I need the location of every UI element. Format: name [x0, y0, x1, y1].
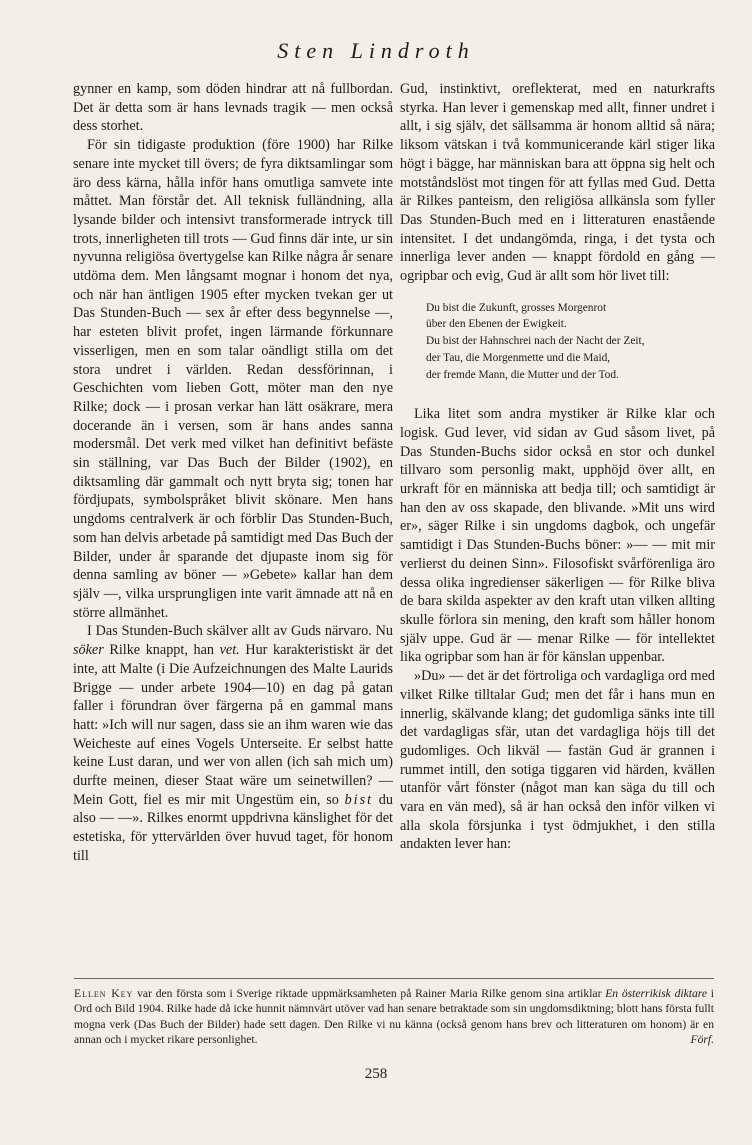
- poem-quotation: [426, 300, 715, 384]
- emphasis-bist: bist: [344, 791, 374, 808]
- right-column: [400, 80, 715, 854]
- left-paragraph-3: [73, 622, 393, 865]
- left-paragraph-2: För sin tidigaste produktion (före 1900) har Rilke senare inte mycket till övers; de fyra diktsamlingar som äro dess kärna, hålla inför hans omutliga samvete inte måttet. Man förstår det. All teknisk fulländning, alla lysande bilder och intensivt transformerade intryck till trots, innerligheten till trots — Gud finns där inte, ur sin nyvunna religiösa övertygelse kan Rilke några år senare utdöma dem. Men långsamt mognar i honom det nya, och när han äntligen 1905 efter mycken tvekan ger ut Das Stunden-Buch — sex år efter dess begynnelse —, har esteten blivit profet, ingen lärmande förkunnare visserligen, men en som talar oändligt stilla om det stora undret i världen. Redan dessförinnan, i Geschichten vom lieben Gott, möter man den nye Rilke; dock — i prosan verkar han lätt osäkrare, mera docerande än i versen, som är hans andes sanna modersmål. Det verk med vilket han definitivt befäste sin ställning, var Das Buch der Bilder (1902), en diktsamling där gammalt och nytt bryta sig; tonen har fördjupats, symbolspråket blivit skönare. Men hans ungdoms centralverk är och förblir Das Stunden-Buch, som han delvis arbetade på samtidigt med Das Buch der Bilder, under år sparande det djupaste inom sig för denna samling av böner — »Gebete» kallar han dem själv —, vilka ursprungligen inte varit ämnade att nå en större allmänhet.: [73, 137, 393, 621]
- text-span: Rilke knappt, han: [103, 642, 220, 659]
- footnote-divider: [74, 978, 714, 979]
- right-paragraph-1: Gud, instinktivt, oreflekterat, med en naturkrafts styrka. Han lever i gemenskap med allt, finner undret i allt, i sig själv, det sällsamma är honom alltid så nära; liksom vätskan i två kommunicerande kärl stiger lika högt i bägge, har människan bara att öppna sig helt och motståndslöst mot tingen för att fyllas med Gud. Detta är Rilkes panteism, den religiösa allkänsla som fyller Das Stunden-Buch med en i litteraturen enastående intensitet. I det undangömda, ringa, i det tysta och innerliga lever anden — knappt fördold en gång — ogripbar och evig, Gud är allt som hör livet till:: [400, 81, 715, 285]
- right-paragraph-2: Lika litet som andra mystiker är Rilke klar och logisk. Gud lever, vid sidan av Gud såsom livet, på Das Stunden-Buchs sidor också en stor och dunkel tillvaro som personlig makt, upphöjd över allt, en urkraft för en människa att bedja till; och samtidigt är han den av oss skapade, den blivande. »Mit uns wird er», säger Rilke i sin ungdoms dagbok, och ungefär samtidigt i Das Stunden-Buchs böner: »— — mit mir verlierst du deinen Sinn». Filosofiskt svårförenliga äro dessa olika ingredienser säkerligen — för Rilke bliva de bara skilda aspekter av den kraft utan vilken allting skulle förlora sin mening, den kraft som håller honom själv uppe. Gud är — menar Rilke — för intellektet lika ogripbar som han är för känslan uppenbar.: [400, 406, 715, 666]
- text-span: Hur karakteristiskt är det inte, att Malte (i Die Aufzeichnungen des Malte Laurids Brigge — under arbete 1904—10) en dag på gatan faller i förundran över färgerna på en gammal mans hatt: »Ich will nur sagen, dass sie an ihm waren wie das Weicheste auf eines Vogels Unterseite. Er selbst hatte keine Lust daran, und wer von allen (ich sah mich um) durfte meinen, dieser Staat wäre um seinetwillen? — Mein Gott, fiel es mir mit Ungestüm ein, so: [73, 642, 393, 808]
- emphasis-vet: vet.: [219, 642, 240, 659]
- poem-line: Du bist die Zukunft, grosses Morgenrot: [426, 301, 607, 314]
- poem-line: Du bist der Hahnschrei nach der Nacht der Zeit,: [426, 335, 645, 348]
- footnote-article-title: En österrikisk diktare: [605, 987, 708, 1000]
- footnote-signature: Förf.: [690, 1032, 714, 1046]
- poem-line: über den Ebenen der Ewigkeit.: [426, 318, 567, 331]
- right-paragraph-3: »Du» — det är det förtroliga och vardagliga ord med vilket Rilke tilltalar Gud; men det får i hans mun en innerlig, skälvande klang; det gudomliga sänks inte till det vardagligas sfär, utan det vardagliga höjs till det gudomliges. Och likväl — fastän Gud är grannen i rummet intill, den sotiga tiggaren vid härden, kvällen utanför vårt fönster (något man kan säga du till och vara en vän med), så är han också den inför vilken vi alla skola försjunka i tyst ödmjukhet, i den stilla andakten lever han:: [400, 668, 715, 853]
- text-span: i Ord och Bild 1904. Rilke hade då icke hunnit nämnvärt utöver vad han senare betraktade som sin ungdomsdiktning; blott hans första fullt mogna verk (Das Buch der Bilder) hade sett dagen. Den Rilke vi nu känna (också genom hans brev och litteraturen om honom) är en annan och i mycket rikare personlighet.: [74, 987, 715, 1046]
- page-number: 258: [364, 1066, 388, 1082]
- footnote: [74, 986, 714, 1047]
- poem-line: der fremde Mann, die Mutter und der Tod.: [426, 368, 619, 381]
- left-paragraph-1: gynner en kamp, som döden hindrar att nå fullbordan. Det är detta som är hans levnads tragik — men också dess storhet.: [73, 81, 393, 135]
- poem-line: der Tau, die Morgenmette und die Maid,: [426, 351, 611, 364]
- text-span: du also — —». Rilkes enormt uppdrivna känslighet för det estetiska, för yttervärlden över huvud taget, för honom till: [73, 791, 393, 864]
- text-span: var den första som i Sverige riktade uppmärksamheten på Rainer Maria Rilke genom sina artiklar: [133, 987, 606, 1000]
- running-header: Sten Lindroth: [277, 38, 475, 63]
- emphasis-soker: söker: [73, 642, 104, 659]
- left-column: [73, 80, 393, 866]
- text-span: I Das Stunden-Buch skälver allt av Guds närvaro. Nu: [87, 623, 393, 640]
- footnote-author: Ellen Key: [74, 987, 134, 1000]
